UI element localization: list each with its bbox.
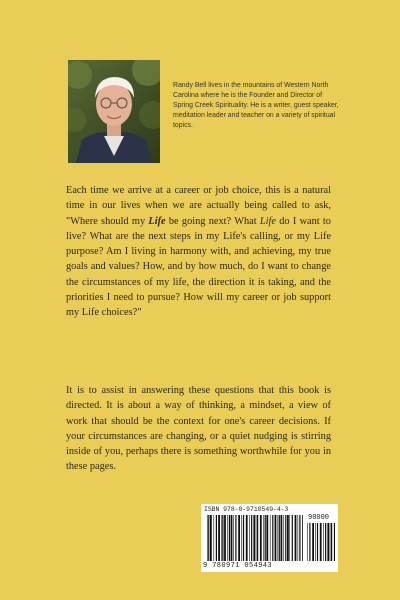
blurb-p1-text-b: be going next? What (165, 215, 260, 227)
barcode-bar (235, 515, 236, 561)
barcode-bar (323, 523, 324, 561)
barcode-bar (287, 515, 289, 561)
barcode-bar (231, 515, 233, 561)
barcode-bar (210, 515, 212, 561)
barcode-bar (246, 515, 248, 561)
barcode-bar (249, 515, 250, 561)
author-photo (68, 60, 160, 163)
barcode-bar (315, 523, 316, 561)
isbn-label: ISBN 978-0-9710549-4-3 (204, 506, 289, 513)
barcode-bar (207, 515, 208, 561)
blurb-paragraph-2: It is to assist in answering these questions that this book is directed. It is about a way of thinking, a mindset, a view of work that should be the context for one's career decisions. If your circumstances are changing, or a quiet nudging is stirring inside of you, perhaps there is something worthwhile for you in these pages. (66, 385, 331, 473)
barcode-bar (309, 523, 310, 561)
author-portrait-image (68, 60, 160, 163)
barcode-bar (229, 515, 230, 561)
barcode-bar (221, 515, 222, 561)
barcode-bar (208, 515, 209, 561)
blurb-p1-emphasis-life-2: Life (259, 215, 276, 227)
barcode-bar (299, 515, 300, 561)
blurb-paragraph-1 (66, 183, 331, 321)
barcode-bar (270, 515, 271, 561)
barcode-bar (283, 515, 284, 561)
barcode-bar (266, 515, 268, 561)
barcode-bar (272, 515, 273, 561)
author-bio: Randy Bell lives in the mountains of Western North Carolina where he is the Founder and Director of Spring Creek Spirituality. He is a writer, guest speaker, meditation leader and teacher on a variety of spiritual topics. (173, 82, 339, 129)
barcode-bar (334, 523, 335, 561)
barcode-bar (285, 515, 286, 561)
barcode-bar (233, 515, 234, 561)
barcode-bar (224, 515, 226, 561)
blurb-p1-emphasis-life-1: Life (148, 215, 166, 227)
barcode-bar (216, 515, 217, 561)
barcode-bar (295, 515, 297, 561)
barcode-bar (263, 515, 264, 561)
blurb-p1-text-c: do I want to live? What are the next steps in my Life's calling, or my Life purpose? Am I living in harmony with, and achieving, my true goals and values? How, and by how much, do I want to change the circumstances of my life, the direction it is taking, and the priorities I need to pursue? How will my career or job support my Life choices?" (66, 215, 331, 319)
barcode-bar (289, 515, 290, 561)
barcode-bar (253, 515, 255, 561)
barcode-bar (307, 523, 308, 561)
barcode-bar (227, 515, 228, 561)
barcode-bar (238, 515, 240, 561)
barcode-bar (331, 523, 332, 561)
barcode-bar (325, 523, 326, 561)
barcode-bar (257, 515, 258, 561)
barcode-bar (279, 515, 280, 561)
barcode-bar (292, 515, 293, 561)
barcode-bar (222, 515, 223, 561)
isbn-barcode (201, 504, 338, 572)
barcode-bar (260, 515, 262, 561)
blurb-p1-text-a: Each time we arrive at a career or job choice, this is a natural time in our lives when we are actually being called to ask, "Where should my (66, 185, 331, 227)
barcode-bar (243, 515, 244, 561)
barcode-bar (320, 523, 322, 561)
barcode-addon-number: 90000 (308, 514, 330, 522)
barcode-bar (256, 515, 257, 561)
barcode-bar (302, 515, 303, 561)
barcode-bar (327, 523, 329, 561)
barcode-bar (278, 515, 279, 561)
barcode-bar (298, 515, 299, 561)
barcode-bar (214, 515, 215, 561)
barcode-bars-main (207, 515, 303, 561)
barcode-bar (265, 515, 266, 561)
barcode-bar (218, 515, 220, 561)
ean-number: 9 780971 054943 (203, 562, 273, 570)
barcode-bars-addon (307, 523, 335, 561)
barcode-bar (330, 523, 331, 561)
barcode-bar (317, 523, 318, 561)
barcode-bar (251, 515, 252, 561)
barcode-bar (281, 515, 283, 561)
barcode-bar (312, 523, 314, 561)
barcode-bar (275, 515, 277, 561)
barcode-bar (241, 515, 242, 561)
